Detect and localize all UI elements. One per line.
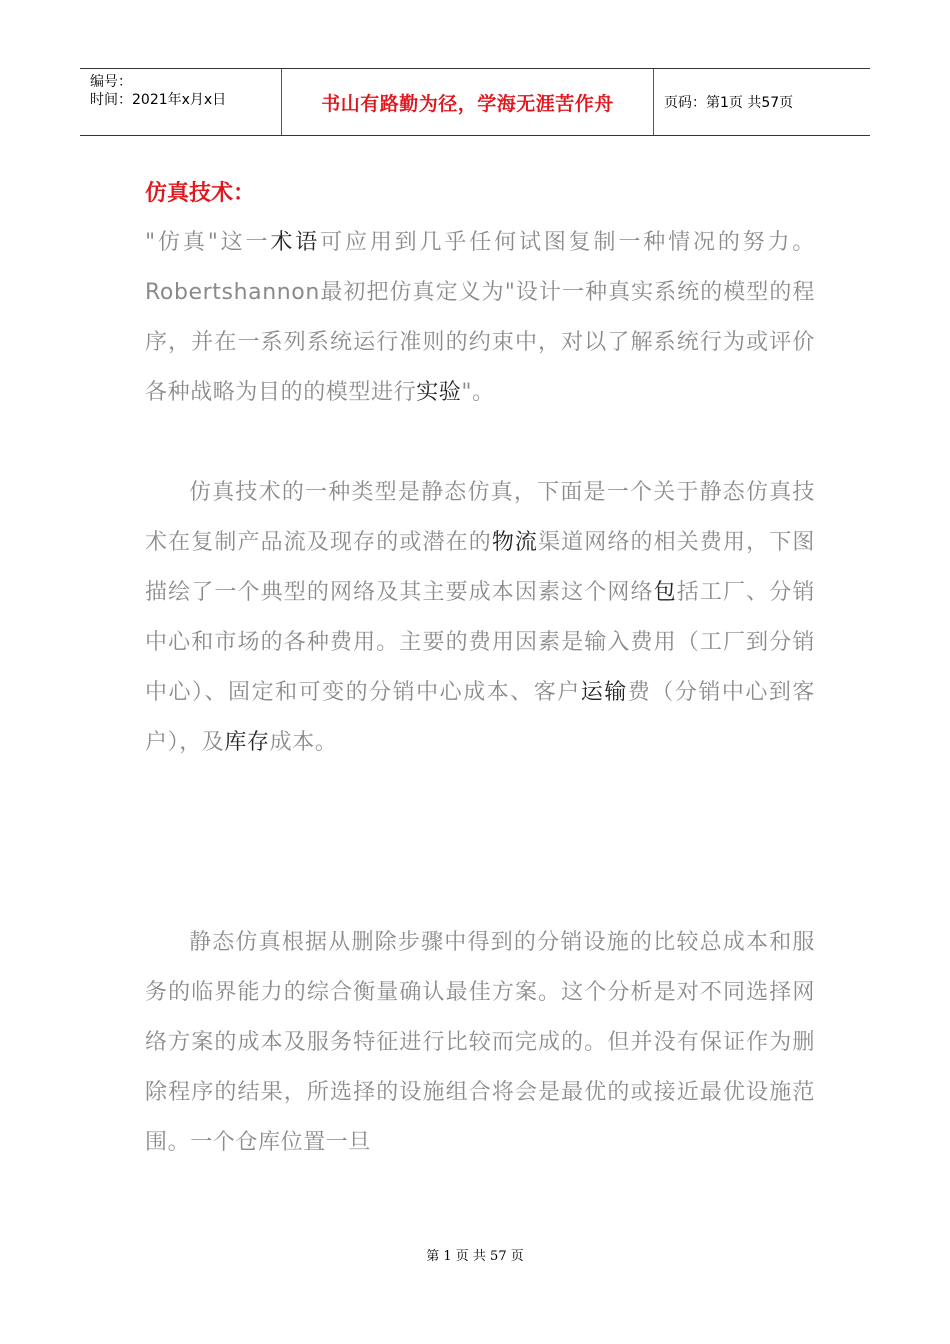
p2-text-1: 仿真技术的一种类型是静态仿真，下面是一个关于静态仿真技术在复制产品流及现存的或潜在的 bbox=[145, 480, 815, 555]
header-table bbox=[80, 68, 870, 136]
p2-link-logistics[interactable]: 物流 bbox=[491, 530, 539, 555]
spacer bbox=[145, 768, 815, 918]
p2-link-transport[interactable]: 运输 bbox=[580, 680, 628, 705]
p1-link-term[interactable]: 术语 bbox=[270, 230, 321, 255]
page-footer: 第 1 页 共 57 页 bbox=[426, 1249, 524, 1264]
p2-text-4: 费（分销中心到客户），及 bbox=[145, 680, 815, 755]
section-title: 仿真技术： bbox=[145, 180, 256, 206]
p2-link-include[interactable]: 包 bbox=[653, 580, 677, 605]
paragraph-3 bbox=[145, 918, 815, 1168]
p1-text-1: "仿真"这一 bbox=[145, 230, 271, 255]
header-meta-cell bbox=[80, 69, 282, 135]
spacer bbox=[145, 418, 815, 468]
p1-text-2: 可应用到几乎任何试图复制一种情况的努力。 bbox=[320, 230, 815, 255]
p1-text-4: "。 bbox=[461, 380, 495, 405]
paragraph-2 bbox=[145, 468, 815, 768]
time-label: 时间：2021年x月x日 bbox=[90, 92, 227, 108]
p3-text-1: 静态仿真根据从删除步骤中得到的分销设施的比较总成本和服务的临界能力的综合衡量确认最佳方案。这个分析是对不同选择网络方案的成本及服务特征进行比较而完成的。但并没有保证作为删除程序的结果，所选择的设施组合将会是最优的或接近最优设施范围。一个仓库位置一旦 bbox=[145, 930, 815, 1155]
p1-text-3: 最初把仿真定义为"设计一种真实系统的模型的程序，并在一系列系统运行准则的约束中，对以了解系统行为或评价各种战略为目的的模型进行 bbox=[145, 280, 815, 405]
header-page-cell bbox=[654, 69, 870, 135]
p2-link-inventory[interactable]: 库存 bbox=[224, 730, 270, 755]
p2-text-3: 括工厂、分销中心和市场的各种费用。主要的费用因素是输入费用（工厂到分销中心）、固定和可变的分销中心成本、客户 bbox=[145, 580, 815, 705]
p2-text-5: 成本。 bbox=[269, 730, 338, 755]
p2-text-2: 渠道网络的相关费用，下图描绘了一个典型的网络及其主要成本因素这个网络 bbox=[145, 530, 815, 605]
p1-link-experiment[interactable]: 实验 bbox=[416, 380, 462, 405]
motto-text: 书山有路勤为径，学海无涯苦作舟 bbox=[321, 92, 614, 115]
number-label: 编号： bbox=[90, 74, 132, 90]
document-body bbox=[145, 160, 815, 1168]
page-info: 页码：第1页 共57页 bbox=[664, 95, 794, 111]
p1-name: Robertshannon bbox=[145, 280, 320, 305]
header-motto-cell bbox=[282, 69, 654, 135]
paragraph-1 bbox=[145, 218, 815, 418]
